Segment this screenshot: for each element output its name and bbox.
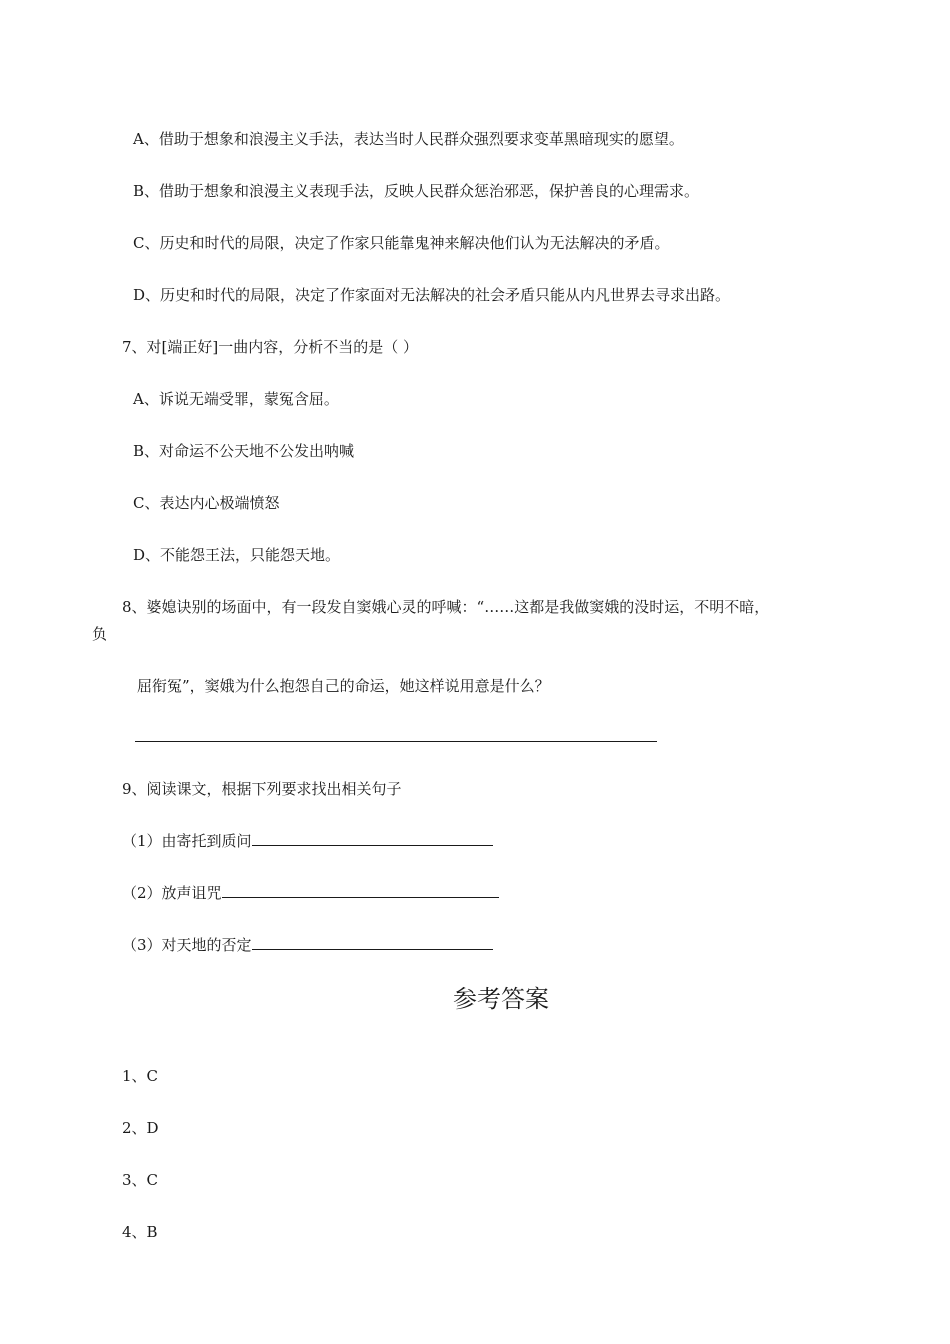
question-stem-line3: 屈衔冤”，窦娥为什么抱怨自己的命运，她这样说用意是什么？ [137, 677, 550, 695]
answer-blank[interactable] [252, 831, 493, 846]
answer-item: 4、B [122, 1223, 158, 1241]
option-a: A、诉说无端受罪，蒙冤含屈。 [133, 390, 339, 408]
question-stem-line2: 负 [92, 625, 108, 643]
answer-item: 1、C [122, 1067, 159, 1085]
option-b: B、对命运不公天地不公发出呐喊 [133, 442, 355, 460]
sub-question-2 [122, 883, 499, 903]
answer-item: 3、C [122, 1171, 159, 1189]
answer-blank[interactable] [252, 935, 493, 950]
sub-question-label: （3）对天地的否定 [122, 936, 252, 954]
sub-question-label: （1）由寄托到质问 [122, 832, 252, 850]
option-b: B、借助于想象和浪漫主义表现手法，反映人民群众惩治邪恶，保护善良的心理需求。 [133, 182, 700, 200]
answer-blank-line[interactable] [135, 741, 657, 742]
option-d: D、不能怨王法，只能怨天地。 [133, 546, 341, 564]
question-stem-line1: 8、婆媳诀别的场面中，有一段发自窦娥心灵的呼喊：“……这都是我做窦娥的没时运，不明不暗， [122, 598, 770, 616]
answers-heading: 参考答案 [453, 985, 549, 1013]
answer-item: 2、D [122, 1119, 159, 1137]
option-c: C、表达内心极端愤怒 [133, 494, 280, 512]
sub-question-1 [122, 831, 493, 851]
sub-question-label: （2）放声诅咒 [122, 884, 222, 902]
option-d: D、历史和时代的局限，决定了作家面对无法解决的社会矛盾只能从内凡世界去寻求出路。 [133, 286, 731, 304]
answer-blank[interactable] [222, 883, 499, 898]
question-stem: 9、阅读课文，根据下列要求找出相关句子 [122, 780, 402, 798]
option-c: C、历史和时代的局限，决定了作家只能靠鬼神来解决他们认为无法解决的矛盾。 [133, 234, 670, 252]
question-stem: 7、对[端正好]一曲内容，分析不当的是（ ） [122, 338, 419, 356]
option-a: A、借助于想象和浪漫主义手法，表达当时人民群众强烈要求变革黑暗现实的愿望。 [133, 130, 684, 148]
sub-question-3 [122, 935, 493, 955]
